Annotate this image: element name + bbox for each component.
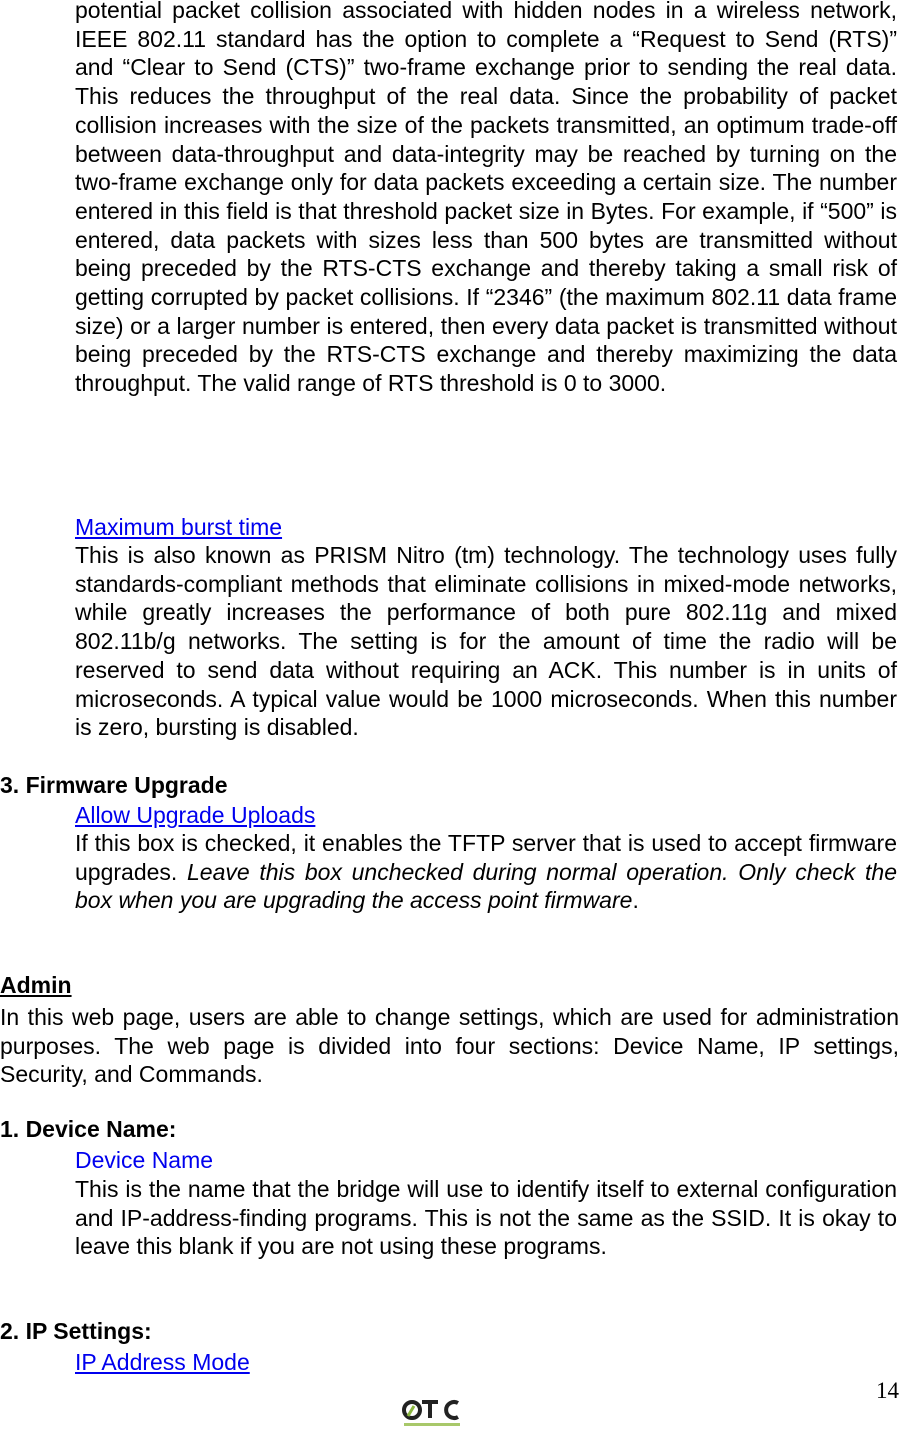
device-name-paragraph: This is the name that the bridge will use to identify itself to external configuration and IP-address-finding programs. This is not the same as the SSID. It is okay to leave this blank if you are not using these programs. bbox=[75, 1176, 897, 1260]
ip-address-mode-link[interactable]: IP Address Mode bbox=[75, 1349, 250, 1375]
ip-settings-heading: 2. IP Settings: bbox=[0, 1318, 152, 1344]
firmware-paragraph bbox=[75, 829, 897, 915]
device-name-heading: 1. Device Name: bbox=[0, 1116, 177, 1142]
admin-paragraph: In this web page, users are able to change settings, which are used for administration purposes. The web page is divided into four sections: Device Name, IP settings, Security, and Commands. bbox=[0, 1004, 899, 1088]
rts-threshold-paragraph: potential packet collision associated with hidden nodes in a wireless network, IEEE 802.11 standard has the option to complete a “Request to Send (RTS)” and “Clear to Send (CTS)” two-frame exchange prior to sending the real data. This reduces the throughput of the real data. Since the probability of packet collision increases with the size of the packets transmitted, an optimum trade-off between data-throughput and data-integrity may be reached by turning on the two-frame exchange only for data packets exceeding a certain size. The number entered in this field is that threshold packet size in Bytes. For example, if “500” is entered, data packets with sizes less than 500 bytes are transmitted without being preceded by the RTS-CTS exchange and thereby taking a small risk of getting corrupted by packet collisions. If “2346” (the maximum 802.11 data frame size) or a larger number is entered, then every data packet is transmitted without being preceded by the RTS-CTS exchange and thereby maximizing the data throughput. The valid range of RTS threshold is 0 to 3000. bbox=[75, 0, 897, 397]
device-name-link[interactable]: Device Name bbox=[75, 1147, 214, 1173]
maximum-burst-time-link[interactable]: Maximum burst time bbox=[75, 514, 283, 540]
firmware-upgrade-heading: 3. Firmware Upgrade bbox=[0, 772, 228, 798]
firmware-text-end: . bbox=[632, 887, 639, 914]
admin-heading: Admin bbox=[0, 972, 72, 998]
burst-time-paragraph: This is also known as PRISM Nitro (tm) technology. The technology uses fully standards-compliant methods that eliminate collisions in mixed-mode networks, while greatly increases the performance of both pure 802.11g and mixed 802.11b/g networks. The setting is for the amount of time the radio will be reserved to send data without requiring an ACK. This number is in units of microseconds. A typical value would be 1000 microseconds. When this number is zero, bursting is disabled. bbox=[75, 542, 897, 741]
page-number: 14 bbox=[876, 1378, 899, 1403]
allow-upgrade-uploads-link[interactable]: Allow Upgrade Uploads bbox=[75, 802, 316, 828]
firmware-text: If this box is checked, it enables the TFTP server that is used to accept firmware upgrades. bbox=[75, 830, 897, 885]
firmware-warning: Leave this box unchecked during normal operation. Only check the box when you are upgrading the access point firmware bbox=[75, 858, 897, 914]
otc-wireless-logo bbox=[400, 1396, 464, 1429]
